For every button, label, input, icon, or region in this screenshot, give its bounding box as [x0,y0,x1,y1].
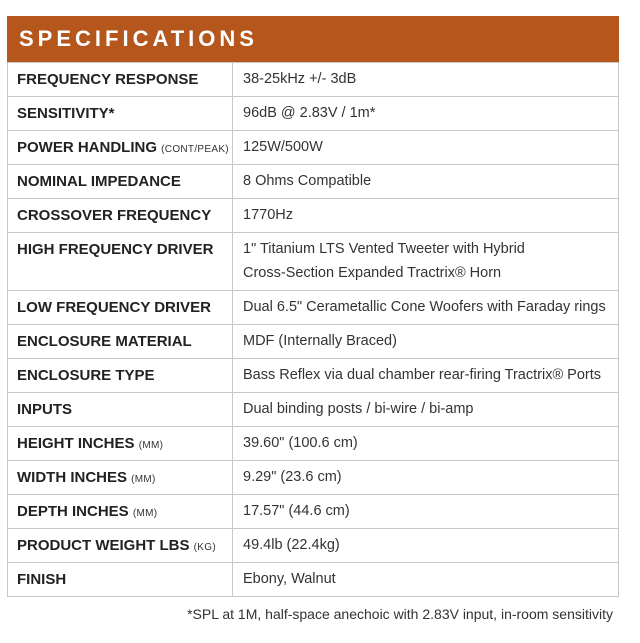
spec-row-width [8,461,618,495]
sensitivity-footnote: *SPL at 1M, half-space anechoic with 2.83V input, in-room sensitivity [187,606,613,622]
specifications-header [7,16,619,62]
spec-row-inputs [8,393,618,427]
spec-row-enclosure-type [8,359,618,393]
spec-value: 17.57" (44.6 cm) [243,503,350,519]
spec-unit: (MM) [131,474,156,485]
spec-unit: (MM) [138,440,164,451]
spec-value: 125W/500W [243,139,323,155]
spec-label: WIDTH INCHES (MM) [8,461,233,494]
spec-label: ENCLOSURE MATERIAL [8,325,233,358]
spec-label: SENSITIVITY* [8,97,233,130]
spec-row-power-handling [8,131,618,165]
spec-label: INPUTS [8,393,233,426]
spec-value: 8 Ohms Compatible [243,173,372,189]
spec-row-crossover-frequency [8,199,618,233]
spec-label: LOW FREQUENCY DRIVER [8,291,233,324]
spec-row-nominal-impedance [8,165,618,199]
specifications-title: SPECIFICATIONS [19,26,258,51]
spec-label: POWER HANDLING (CONT/PEAK) [8,131,233,164]
spec-value: 1" Titanium LTS Vented Tweeter with Hybrid Cross-Section Expanded Tractrix® Horn [243,241,525,281]
spec-label: FREQUENCY RESPONSE [8,63,233,96]
spec-row-depth [8,495,618,529]
spec-row-frequency-response [8,62,618,97]
spec-rows [7,62,619,597]
spec-value: 38-25kHz +/- 3dB [243,71,357,87]
spec-label: CROSSOVER FREQUENCY [8,199,233,232]
spec-value: Dual binding posts / bi-wire / bi-amp [243,401,474,417]
spec-row-high-frequency-driver [8,233,618,291]
spec-value: Ebony, Walnut [243,571,336,587]
spec-row-height [8,427,618,461]
spec-row-low-frequency-driver [8,291,618,325]
spec-value: 49.4lb (22.4kg) [243,537,340,553]
spec-row-enclosure-material [8,325,618,359]
spec-value: Dual 6.5" Cerametallic Cone Woofers with Faraday rings [243,299,606,315]
spec-label: FINISH [8,563,233,596]
spec-row-product-weight [8,529,618,563]
spec-unit: (CONT/PEAK) [161,144,229,155]
spec-value: 39.60" (100.6 cm) [243,435,358,451]
spec-unit: (KG) [193,542,216,553]
spec-unit: (MM) [132,508,158,519]
spec-label: PRODUCT WEIGHT LBS (KG) [8,529,233,562]
spec-label: HIGH FREQUENCY DRIVER [8,233,233,290]
spec-label: ENCLOSURE TYPE [8,359,233,392]
spec-label: NOMINAL IMPEDANCE [8,165,233,198]
spec-value: 9.29" (23.6 cm) [243,469,342,485]
spec-label: DEPTH INCHES (MM) [8,495,233,528]
spec-label: HEIGHT INCHES (MM) [8,427,233,460]
spec-value: 96dB @ 2.83V / 1m* [243,105,376,121]
specifications-table [7,16,619,597]
spec-row-sensitivity [8,97,618,131]
spec-value: 1770Hz [243,207,293,223]
spec-row-finish [8,563,618,597]
spec-value: MDF (Internally Braced) [243,333,397,349]
spec-value: Bass Reflex via dual chamber rear-firing Tractrix® Ports [243,367,601,383]
